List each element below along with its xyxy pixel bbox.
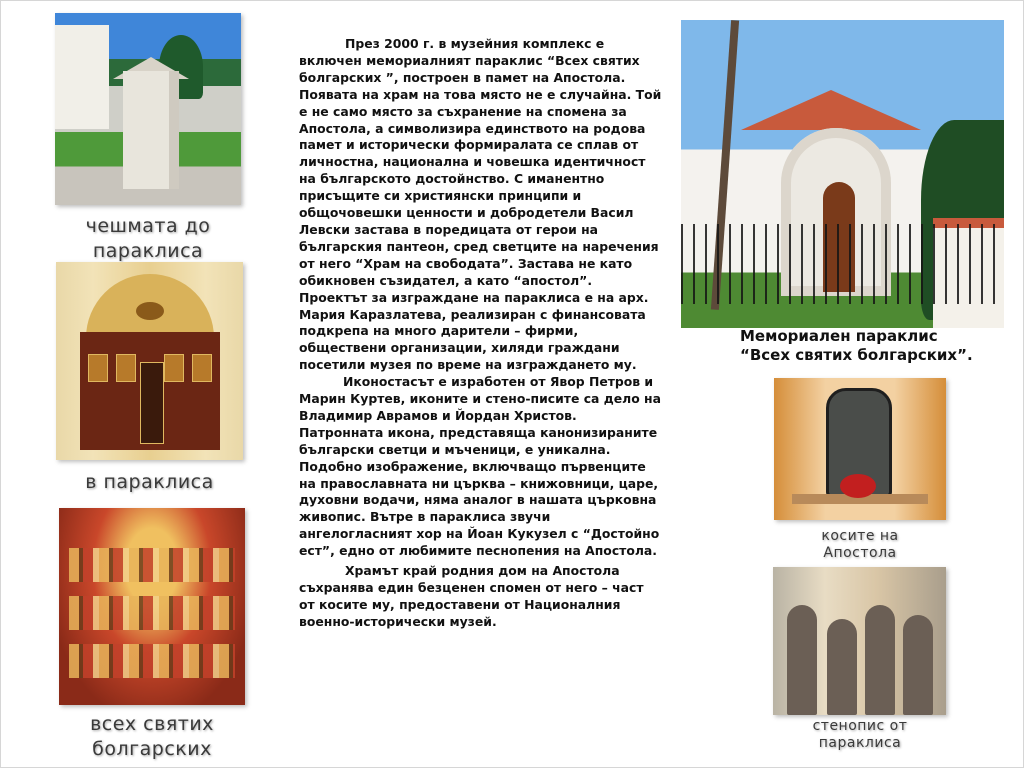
paragraph-2: Иконостасът е изработен от Явор Петров и Марин Куртев, иконите и стено-писите са дело на Владимир Аврамов и Йордан Христов. Патронната икона, представяща канонизираните български светци и мъченици, е уникална. Подобно изображение, включващо първенците на православната ни църква – книжовници, царе, духовни водачи, няма аналог в нашата църковна живопис. Вътре в параклиса звучи ангелогласният хор на Йоан Кукузел с “Достойно ест”, едно от любимите песнопения на Апостола. xyxy=(299,374,661,559)
chandelier xyxy=(136,302,164,320)
icon-panel xyxy=(192,354,212,382)
fresco-photo xyxy=(773,567,946,715)
icon-panel xyxy=(116,354,136,382)
paragraph-1: През 2000 г. в музейния комплекс е включен мемориалният параклис “Всех святих болгарских ”, построен в памет на Апостола. Появата на храм на това място не е случайна. Той е не само място за съхранение на спомена за Апостола, а символизира единството на родова памет и исторически формиралата се сплав от личностна, национална и човешка идентичност на българското достойнство. С иманентно присъщите си християнски принципи и общочовешки ценности и добродетели Васил Левски застава в поредицата от герои на българския пантеон, сред светците на наречения от него “Храм на свободата”. Застава не като обикновен съзидател, а като “апостол”. Проектът за изграждане на параклиса е на арх. Мария Каразлатева, реализиран с финансовата подкрепа на много дарители – фирми, обществени организации, хиляди граждани посетили музея по време на изграждането му. xyxy=(299,36,662,373)
relics-caption: косите на Апостола xyxy=(821,528,899,561)
saint-figure xyxy=(903,615,933,715)
saint-figure xyxy=(865,605,895,715)
fresco-caption: стенопис от параклиса xyxy=(812,718,908,751)
icon-panel xyxy=(88,354,108,382)
iconostasis-screen xyxy=(80,332,220,450)
paragraph-3: Храмът край родния дом на Апостола съхранява един безценен спомен от него – част от косите му, предоставени от Националния военно-исторически музей. xyxy=(299,563,644,629)
chapel-caption: Мемориален параклис “Всех святих болгарских”. xyxy=(740,327,973,364)
fountain-post xyxy=(123,71,179,189)
chapel-photo xyxy=(681,20,1004,328)
iconostasis-caption: в параклиса xyxy=(85,471,214,493)
red-flowers xyxy=(840,474,876,498)
saints-row xyxy=(69,548,235,582)
saints-caption: всех святих болгарских xyxy=(90,713,214,760)
reliquary-photo xyxy=(774,378,946,520)
all-saints-icon-photo xyxy=(59,508,245,705)
saint-figure xyxy=(827,619,857,715)
fountain-caption: чешмата до параклиса xyxy=(85,215,211,262)
saints-row xyxy=(69,596,235,630)
royal-doors xyxy=(140,362,164,444)
saint-figure xyxy=(787,605,817,715)
icon-panel xyxy=(164,354,184,382)
iconostasis-photo xyxy=(56,262,243,460)
article-text xyxy=(299,36,663,631)
saints-row xyxy=(69,644,235,678)
house-wall xyxy=(55,25,109,129)
fountain-photo xyxy=(55,13,241,205)
chapel-roof xyxy=(741,90,921,130)
iron-fence xyxy=(681,224,1004,304)
